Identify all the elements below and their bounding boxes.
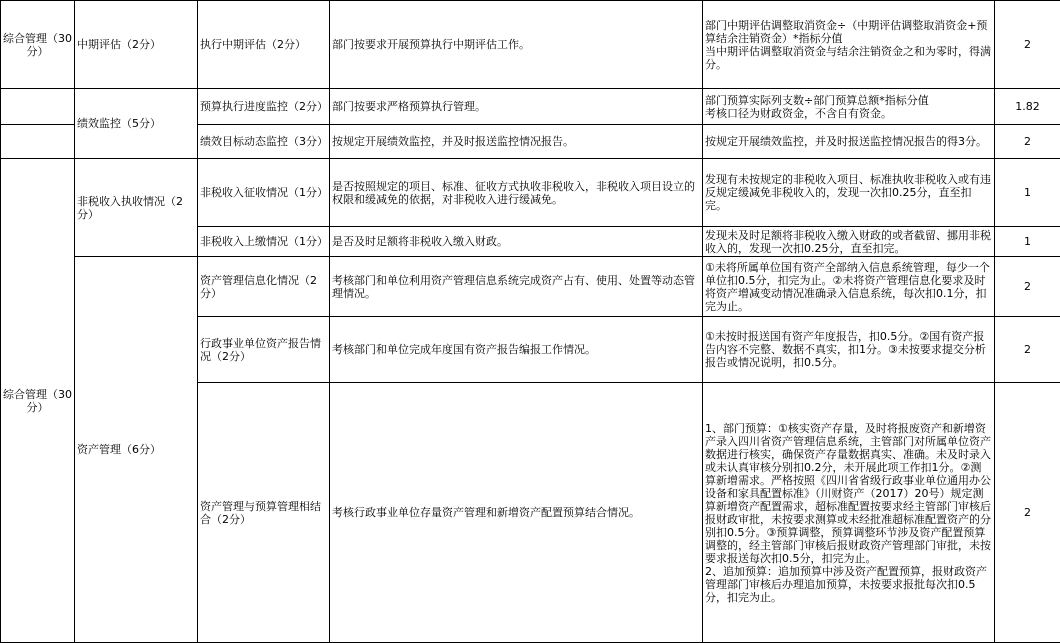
score-cell: 2: [995, 125, 1060, 159]
scoring-rule-cell: 1、部门预算：①核实资产存量，及时将报废资产和新增资产录入四川省资产管理信息系统，主管部门对所属单位资产数据进行核实，确保资产存量数据真实、准确。未及时录入或未认真审核分别扣0.2分，未开展此项工作扣1分。②测算新增需求。严格按照《四川省省级行政事业单位通用办公设备和家具配置标准》（川财资产（2017）20号）规定测算新增资产配置需求，超标准配置按要求经主管部门审核后报财政审批，未按要求测算或未经批准超标准配置资产的分别扣0.5分。③预算调整，预算调整环节涉及资产配置预算调整的，经主管部门审核后报财政资产管理部门审批，未按要求报送每次扣0.5分，扣完为止。 2、追加预算：追加预算中涉及资产配置预算，报财政资产管理部门审核后办理追加预算，未按要求报批每次扣0.5分，扣完为止。: [703, 383, 995, 643]
indicator-description-cell: 按规定开展绩效监控，并及时报送监控情况报告。: [330, 125, 703, 159]
table-row: [1, 159, 1060, 227]
category-level2-cell: 绩效监控（5分）: [75, 89, 198, 159]
table-row: [1, 89, 1060, 125]
score-cell: 2: [995, 317, 1060, 383]
category-level1-cell: 综合管理（30分）: [1, 1, 75, 89]
category-level3-cell: 资产管理与预算管理相结合（2分）: [198, 383, 330, 643]
scoring-rule-cell: 发现未及时足额将非税收入缴入财政的或者截留、挪用非税收入的，发现一次扣0.25分，直至扣完。: [703, 227, 995, 257]
category-level1-cell: [1, 89, 75, 125]
category-level1-cell: 综合管理（30分）: [1, 159, 75, 643]
score-cell: 1: [995, 227, 1060, 257]
category-level3-cell: 预算执行进度监控（2分）: [198, 89, 330, 125]
score-cell: 2: [995, 257, 1060, 317]
category-level2-cell: 中期评估（2分）: [75, 1, 198, 89]
scoring-rule-cell: 发现有未按规定的非税收入项目、标准执收非税收入或有违反规定缓减免非税收入的，发现一次扣0.25分，直至扣完。: [703, 159, 995, 227]
indicator-description-cell: 部门按要求开展预算执行中期评估工作。: [330, 1, 703, 89]
scoring-rule-cell: 按规定开展绩效监控，并及时报送监控情况报告的得3分。: [703, 125, 995, 159]
score-cell: 1: [995, 159, 1060, 227]
table-row: [1, 257, 1060, 317]
indicator-description-cell: 是否按照规定的项目、标准、征收方式执收非税收入，非税收入项目设立的权限和缓减免的依据，对非税收入进行缓减免。: [330, 159, 703, 227]
indicator-description-cell: 是否及时足额将非税收入缴入财政。: [330, 227, 703, 257]
category-level2-cell: 非税收入执收情况（2分）: [75, 159, 198, 257]
category-level3-cell: 非税收入征收情况（1分）: [198, 159, 330, 227]
scoring-rule-cell: 部门预算实际列支数÷部门预算总额*指标分值 考核口径为财政资金，不含自有资金。: [703, 89, 995, 125]
category-level3-cell: 绩效目标动态监控（3分）: [198, 125, 330, 159]
indicator-description-cell: 考核部门和单位完成年度国有资产报告编报工作情况。: [330, 317, 703, 383]
indicator-description-cell: 部门按要求严格预算执行管理。: [330, 89, 703, 125]
score-cell: 2: [995, 383, 1060, 643]
category-level3-cell: 资产管理信息化情况（2分）: [198, 257, 330, 317]
category-level1-cell: [1, 125, 75, 159]
scoring-rule-cell: ①未按时报送国有资产年度报告，扣0.5分。②国有资产报告内容不完整、数据不真实，扣1分。③未按要求提交分析报告或情况说明，扣0.5分。: [703, 317, 995, 383]
indicator-description-cell: 考核部门和单位利用资产管理信息系统完成资产占有、使用、处置等动态管理情况。: [330, 257, 703, 317]
score-cell: 2: [995, 1, 1060, 89]
scoring-rule-cell: 部门中期评估调整取消资金÷（中期评估调整取消资金+预算结余注销资金）*指标分值 当中期评估调整取消资金与结余注销资金之和为零时，得满分。: [703, 1, 995, 89]
category-level3-cell: 执行中期评估（2分）: [198, 1, 330, 89]
indicator-description-cell: 考核行政事业单位存量资产管理和新增资产配置预算结合情况。: [330, 383, 703, 643]
category-level3-cell: 非税收入上缴情况（1分）: [198, 227, 330, 257]
category-level3-cell: 行政事业单位资产报告情况（2分）: [198, 317, 330, 383]
score-cell: 1.82: [995, 89, 1060, 125]
category-level2-cell: 资产管理（6分）: [75, 257, 198, 643]
table-row: [1, 1, 1060, 89]
scoring-rule-cell: ①未将所属单位国有资产全部纳入信息系统管理，每少一个单位扣0.5分，扣完为止。②未将资产管理信息化要求及时将资产增减变动情况准确录入信息系统，每次扣0.1分，扣完为止。: [703, 257, 995, 317]
